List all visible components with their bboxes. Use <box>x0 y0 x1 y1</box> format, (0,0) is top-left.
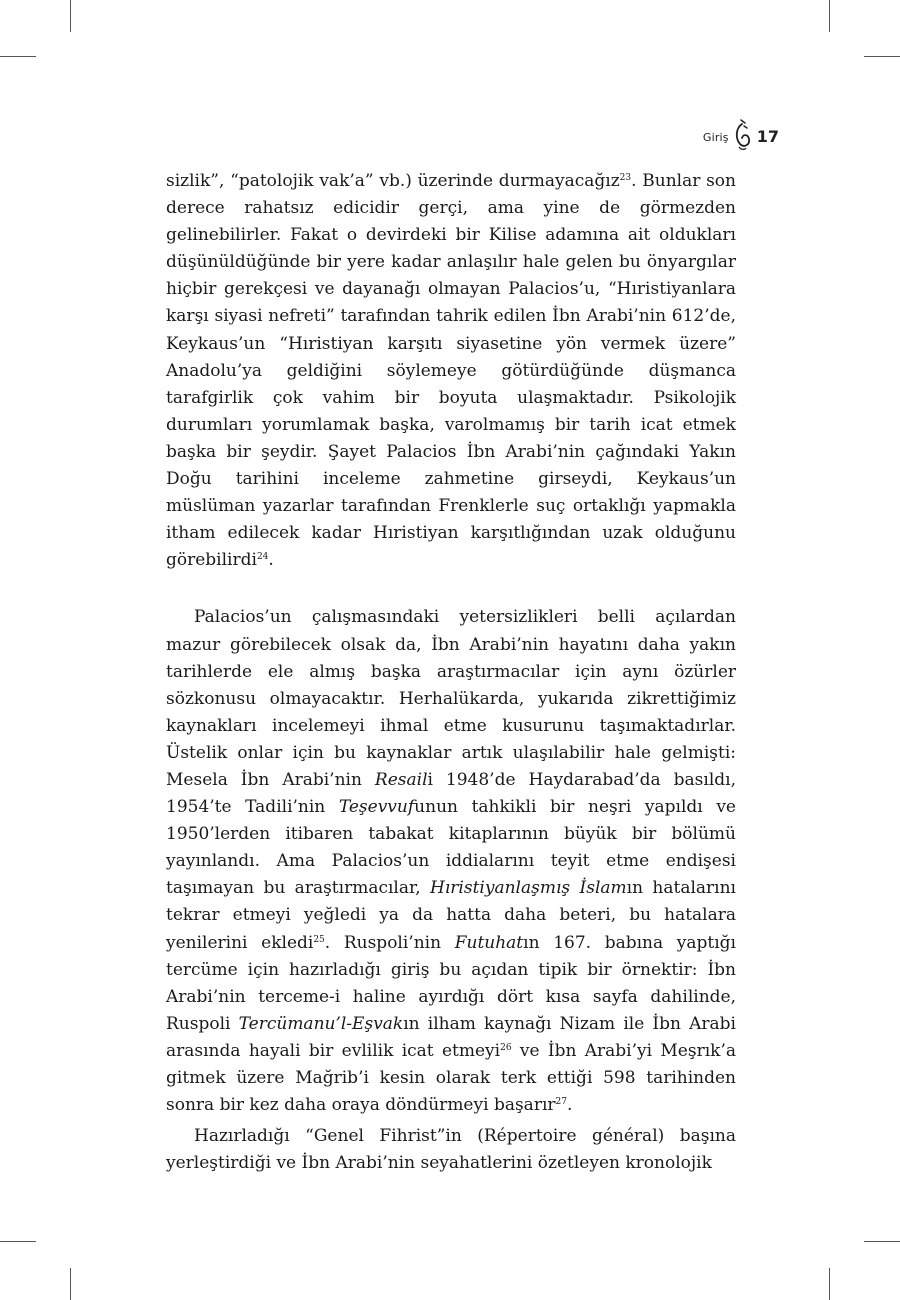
text-run: . <box>566 1095 573 1116</box>
footnote-ref: 25 <box>313 934 325 945</box>
italic-title: Teşevvuf <box>338 797 415 818</box>
text-run: Hazırladığı “Genel Fihrist”in (Répertoire général) başına yerleştirdiği ve İbn Arabi’nin seyahatlerini özetleyen kronolojik <box>166 1126 736 1174</box>
crop-mark-bottom-left <box>70 1268 71 1300</box>
body-text <box>166 168 736 1177</box>
crop-mark-left-bottom <box>0 1241 36 1242</box>
paragraph-1 <box>166 168 736 574</box>
text-run: . Bunlar son derece rahatsız edicidir gerçi, ama yine de görmezden gelinebilirler. Fakat o devirdeki bir Kilise adamına ait oldukları düşünüldüğünde bir yere kadar anlaşılır hale gelen bu önyargılar hiçbir gerekçesi ve dayanağı olmayan Palacios’u, “Hıristiyanlara karşı siyasi nefreti” tarafından tahrik edilen İbn Arabi’nin 612’de, Keykaus’un “Hıristiyan karşıtı siyasetine yön vermek üzere” Anadolu’ya geldiğini söylemeye götürdüğünde düşmanca tarafgirlik çok vahim bir boyuta ulaşmaktadır. Psikolojik durumları yorumlamak başka, varolmamış bir tarih icat etmek başka bir şeydir. Şayet Palacios İbn Arabi’nin çağındaki Yakın Doğu tarihini inceleme zahmetine girseydi, Keykaus’un müslüman yazarlar tarafından Frenklerle suç ortaklığı yapmakla itham edilecek kadar Hıristiyan karşıtlığından uzak olduğunu görebilirdi <box>166 171 736 571</box>
text-run: Palacios’un çalışmasındaki yetersizlikleri belli açılardan mazur görebilecek olsak da, İbn Arabi’nin hayatını daha yakın tarihlerde ele almış başka araştırmacılar için aynı özürler sözkonusu olmayacaktır. Herhalükarda, yukarıda zikrettiğimiz kaynakları incelemeyi ihmal etme kusurunu taşımaktadırlar. Üstelik onlar için bu kaynaklar artık ulaşılabilir hale gelmişti: Mesela İbn Arabi’nin <box>166 607 736 790</box>
text-run: unun tahkikli bir neşri yapıldı ve 1950’lerden itibaren tabakat kitaplarının büyük bir bölümü yayınlandı. Ama Palacios’un iddialarını teyit etme endişesi taşımayan bu araştırmacılar, <box>166 797 736 899</box>
text-run: ve İbn Arabi’yi Meşrık’a gitmek üzere Mağrib’i kesin olarak terk ettiği 598 tarihinden sonra bir kez daha oraya döndürmeyi başarır <box>166 1040 736 1116</box>
italic-title: Tercümanu’l-Eşvak <box>238 1013 404 1034</box>
paragraph-2 <box>166 604 736 1119</box>
crop-mark-top-right <box>829 0 830 32</box>
italic-title: Resail <box>374 769 428 790</box>
text-run: sizlik”, “patolojik vak’a” vb.) üzerinde durmayacağız <box>166 171 620 191</box>
text-run: ın 167. babına yaptığı tercüme için hazırladığı giriş bu açıdan tipik bir örnektir: İbn Arabi’nin terceme-i haline ayırdığı dört kısa sayfa dahilinde, Ruspoli <box>166 932 736 1034</box>
crop-mark-bottom-right <box>829 1268 830 1300</box>
crop-mark-right-bottom <box>864 1241 900 1242</box>
footnote-ref: 27 <box>555 1097 567 1108</box>
footnote-ref: 24 <box>256 552 269 563</box>
paragraph-3 <box>166 1123 736 1177</box>
text-run: ın ilham kaynağı Nizam ile İbn Arabi arasında hayali bir evlilik icat etmeyi <box>166 1013 736 1061</box>
text-run: ın hatalarını tekrar etmeyi yeğledi ya da hatta daha beteri, bu hatalara yenilerini ekledi <box>166 878 736 953</box>
italic-title: Futuhat <box>454 932 524 953</box>
calligraphic-ornament-icon <box>733 118 753 152</box>
running-head-title: Giriş <box>702 130 729 144</box>
text-run: i 1948’de Haydarabad’da basıldı, 1954’te Tadili’nin <box>166 769 736 818</box>
text-run: . <box>268 550 274 571</box>
footnote-ref: 26 <box>500 1042 512 1053</box>
crop-mark-left-top <box>0 56 36 57</box>
footnote-ref: 23 <box>619 173 632 183</box>
italic-title: Hıristiyanlaşmış İslam <box>430 878 627 899</box>
running-head <box>703 118 779 152</box>
page-number: 17 <box>756 126 779 146</box>
crop-mark-top-left <box>70 0 71 32</box>
text-run: . Ruspoli’nin <box>324 932 455 953</box>
crop-mark-right-top <box>864 56 900 57</box>
